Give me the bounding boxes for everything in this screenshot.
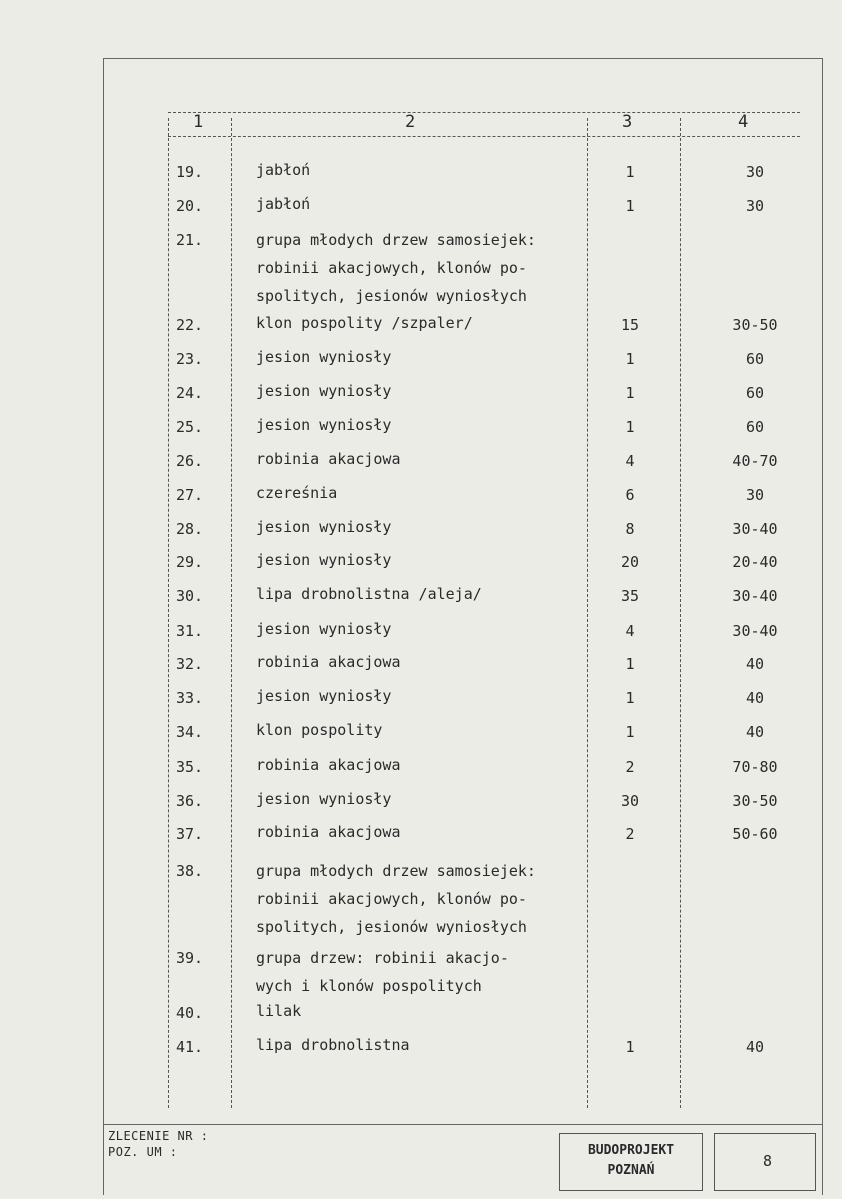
row-number: 20.	[176, 197, 204, 215]
tree-diameter: 40	[745, 689, 765, 707]
row-number: 24.	[176, 384, 204, 402]
tree-name: klon pospolity /szpaler/	[256, 314, 473, 332]
order-number-label: ZLECENIE NR :	[108, 1129, 209, 1143]
tree-diameter: 30-50	[732, 792, 778, 810]
tree-name: czereśnia	[256, 484, 338, 502]
tree-name: jesion wyniosły	[256, 518, 392, 536]
tree-name: robinia akacjowa	[256, 756, 401, 774]
tree-count: 1	[625, 723, 635, 741]
title-block	[103, 1124, 823, 1195]
column-header-2: 2	[405, 112, 416, 132]
tree-count: 1	[625, 197, 635, 215]
tree-diameter: 30-40	[732, 520, 778, 538]
tree-diameter: 20-40	[732, 553, 778, 571]
column-divider	[168, 118, 169, 1108]
tree-diameter: 30	[745, 163, 765, 181]
tree-name: robinia akacjowa	[256, 653, 401, 671]
tree-diameter: 60	[745, 418, 765, 436]
tree-name: robinia akacjowa	[256, 823, 401, 841]
company-city: POZNAŃ	[607, 1163, 655, 1178]
tree-name: jesion wyniosły	[256, 416, 392, 434]
row-number: 26.	[176, 452, 204, 470]
column-header-3: 3	[622, 112, 633, 132]
tree-name: jesion wyniosły	[256, 687, 392, 705]
tree-diameter: 40-70	[732, 452, 778, 470]
tree-name: jabłoń	[256, 161, 311, 179]
row-number: 25.	[176, 418, 204, 436]
tree-diameter: 60	[745, 384, 765, 402]
tree-count: 30	[620, 792, 640, 810]
tree-count: 6	[625, 486, 635, 504]
column-divider	[680, 118, 681, 1108]
header-top-line	[168, 112, 800, 113]
tree-count: 8	[625, 520, 635, 538]
column-header-4: 4	[738, 112, 749, 132]
tree-count: 1	[625, 1038, 635, 1056]
row-number: 33.	[176, 689, 204, 707]
column-divider	[231, 118, 232, 1108]
tree-diameter: 50-60	[732, 825, 778, 843]
tree-count: 20	[620, 553, 640, 571]
tree-name: klon pospolity	[256, 721, 383, 739]
row-number: 22.	[176, 316, 204, 334]
tree-diameter: 30-40	[732, 622, 778, 640]
tree-name: grupa młodych drzew samosiejek: robinii akacjowych, klonów po- spolitych, jesionów wyniosłych	[256, 231, 536, 305]
row-number: 23.	[176, 350, 204, 368]
row-number: 36.	[176, 792, 204, 810]
tree-diameter: 30	[745, 197, 765, 215]
tree-name: lipa drobnolistna /aleja/	[256, 585, 482, 603]
row-number: 29.	[176, 553, 204, 571]
page-box	[714, 1133, 816, 1191]
company-name: BUDOPROJEKT	[587, 1143, 675, 1158]
tree-count: 1	[625, 163, 635, 181]
tree-count: 2	[625, 758, 635, 776]
tree-name: jesion wyniosły	[256, 620, 392, 638]
tree-diameter: 30	[745, 486, 765, 504]
tree-diameter: 30-40	[732, 587, 778, 605]
tree-count: 1	[625, 655, 635, 673]
tree-diameter: 40	[745, 723, 765, 741]
tree-name: jesion wyniosły	[256, 348, 392, 366]
row-number: 30.	[176, 587, 204, 605]
tree-name: grupa młodych drzew samosiejek: robinii akacjowych, klonów po- spolitych, jesionów wyniosłych	[256, 862, 536, 936]
row-number: 34.	[176, 723, 204, 741]
page-number: 8	[763, 1152, 773, 1170]
tree-name: jabłoń	[256, 195, 311, 213]
position-label: POZ. UM :	[108, 1145, 178, 1159]
tree-diameter: 30-50	[732, 316, 778, 334]
tree-name: jesion wyniosły	[256, 551, 392, 569]
column-divider	[587, 118, 588, 1108]
tree-name: lilak	[256, 1002, 302, 1020]
tree-count: 1	[625, 384, 635, 402]
tree-name: jesion wyniosły	[256, 790, 392, 808]
tree-name: grupa drzew: robinii akacjo- wych i klonów pospolitych	[256, 949, 509, 995]
row-number: 39.	[176, 949, 204, 967]
tree-count: 35	[620, 587, 640, 605]
tree-count: 15	[620, 316, 640, 334]
row-number: 19.	[176, 163, 204, 181]
tree-diameter: 40	[745, 1038, 765, 1056]
header-bottom-line	[168, 136, 800, 137]
row-number: 37.	[176, 825, 204, 843]
tree-name: robinia akacjowa	[256, 450, 401, 468]
row-number: 31.	[176, 622, 204, 640]
row-number: 27.	[176, 486, 204, 504]
row-number: 35.	[176, 758, 204, 776]
row-number: 21.	[176, 231, 204, 249]
tree-count: 4	[625, 452, 635, 470]
row-number: 28.	[176, 520, 204, 538]
tree-count: 1	[625, 689, 635, 707]
row-number: 32.	[176, 655, 204, 673]
tree-name: lipa drobnolistna	[256, 1036, 410, 1054]
tree-name: jesion wyniosły	[256, 382, 392, 400]
tree-count: 4	[625, 622, 635, 640]
row-number: 40.	[176, 1004, 204, 1022]
tree-count: 1	[625, 350, 635, 368]
row-number: 41.	[176, 1038, 204, 1056]
tree-diameter: 40	[745, 655, 765, 673]
row-number: 38.	[176, 862, 204, 880]
tree-diameter: 60	[745, 350, 765, 368]
company-stamp	[559, 1133, 703, 1191]
tree-count: 1	[625, 418, 635, 436]
tree-count: 2	[625, 825, 635, 843]
column-header-1: 1	[193, 112, 204, 132]
tree-diameter: 70-80	[732, 758, 778, 776]
